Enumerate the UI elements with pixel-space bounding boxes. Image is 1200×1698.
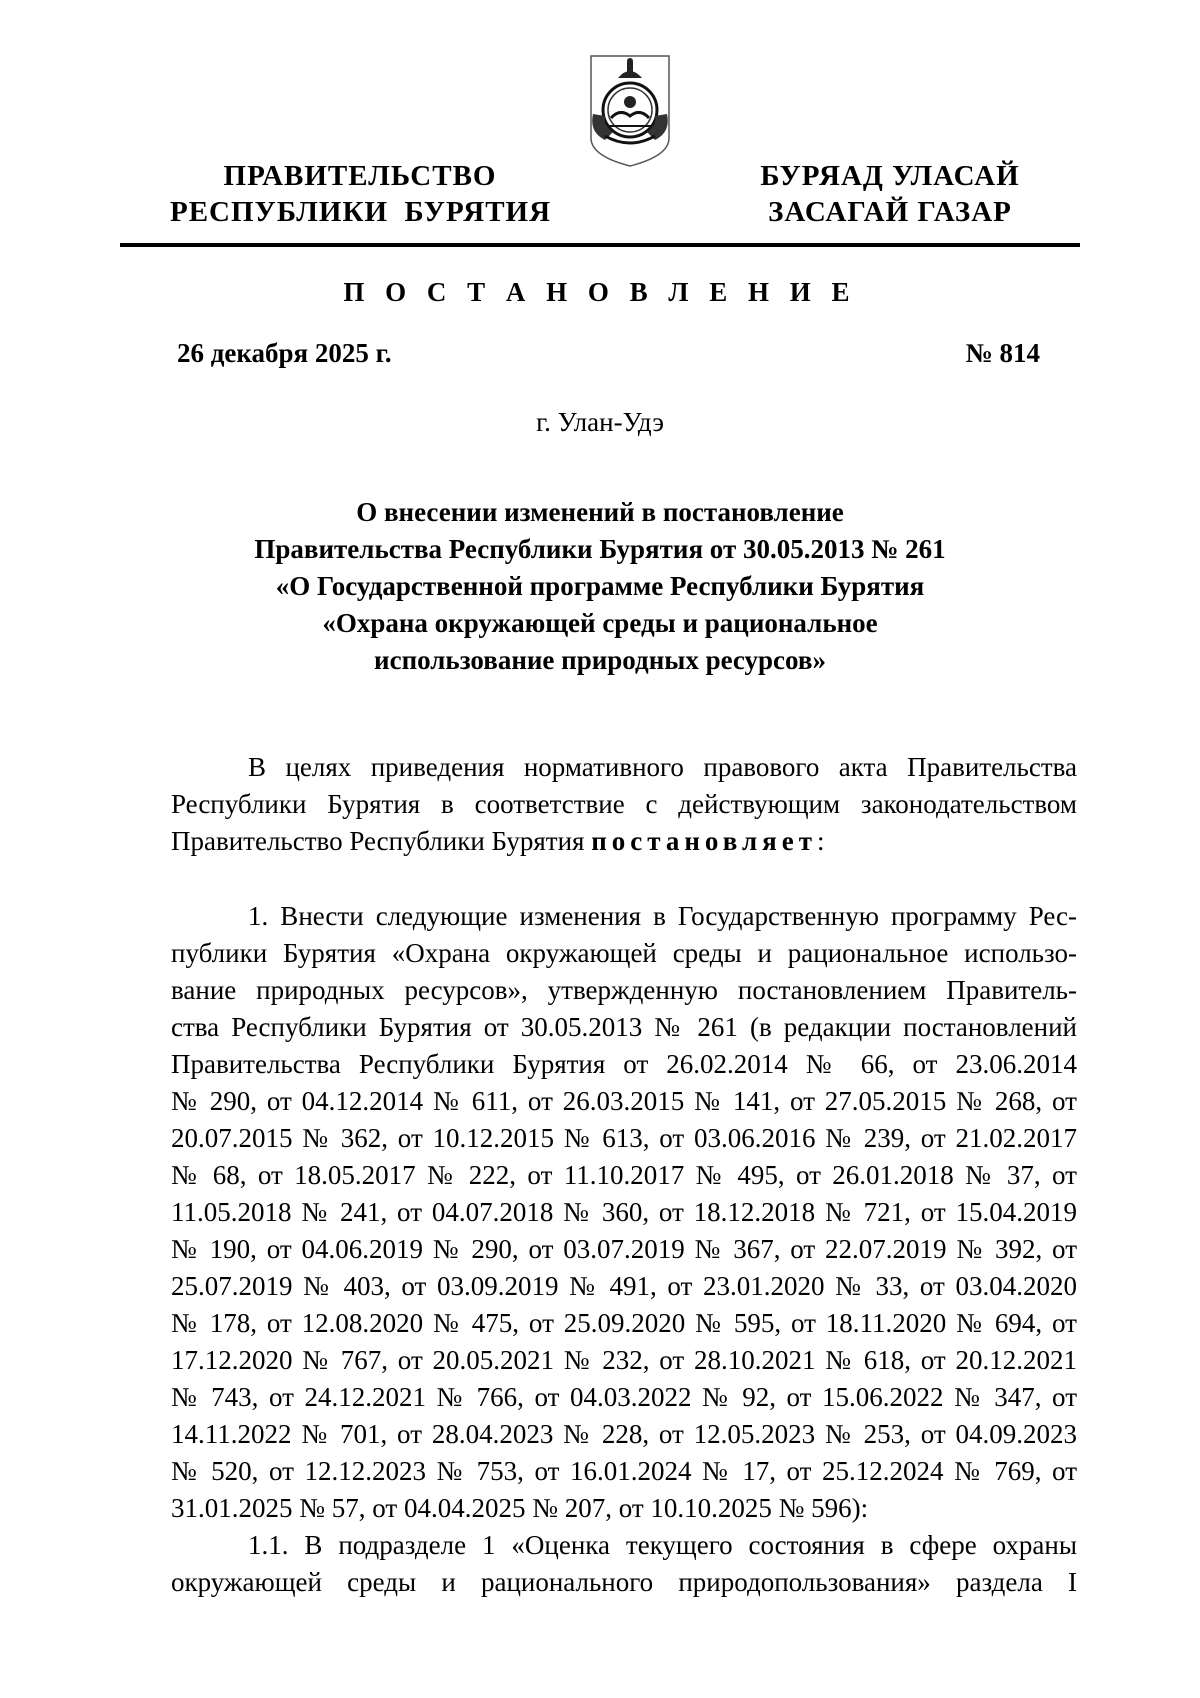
document-title bbox=[180, 494, 1020, 679]
paragraph-line: № 68, от 18.05.2017 № 222, от 11.10.2017 № 495, от 26.01.2018 № 37, от bbox=[171, 1160, 1077, 1190]
preamble-text: Правительство Республики Бурятия bbox=[171, 826, 592, 856]
paragraph-line: № 178, от 12.08.2020 № 475, от 25.09.2020 № 595, от 18.11.2020 № 694, от bbox=[171, 1308, 1077, 1338]
header-divider bbox=[120, 243, 1080, 247]
paragraph-line: № 520, от 12.12.2023 № 753, от 16.01.2024 № 17, от 25.12.2024 № 769, от bbox=[171, 1456, 1077, 1486]
preamble-line bbox=[171, 823, 1077, 860]
paragraph-line: 20.07.2015 № 362, от 10.12.2015 № 613, от 03.06.2016 № 239, от 21.02.2017 bbox=[171, 1123, 1077, 1153]
paragraph-line: 17.12.2020 № 767, от 20.05.2021 № 232, от 28.10.2021 № 618, от 20.12.2021 bbox=[171, 1345, 1077, 1375]
document-city: г. Улан-Удэ bbox=[536, 407, 664, 437]
paragraph-line: № 290, от 04.12.2014 № 611, от 26.03.2015 № 141, от 27.05.2015 № 268, от bbox=[171, 1086, 1077, 1116]
paragraph-line: публики Бурятия «Охрана окружающей среды и рациональное использо- bbox=[171, 938, 1077, 968]
paragraph-line: 11.05.2018 № 241, от 04.07.2018 № 360, от 18.12.2018 № 721, от 15.04.2019 bbox=[171, 1197, 1077, 1227]
preamble-colon: : bbox=[816, 826, 825, 856]
paragraph-line: Правительства Республики Бурятия от 26.02.2014 № 66, от 23.06.2014 bbox=[171, 1049, 1077, 1079]
government-name-bua-line2: ЗАСАГАЙ ГАЗАР bbox=[768, 196, 1012, 228]
government-name-bua bbox=[740, 158, 1040, 230]
government-name-bua-line1: БУРЯАД УЛАСАЙ bbox=[760, 160, 1020, 192]
preamble-line: Республики Бурятия в соответствие с действующим законодательством bbox=[171, 789, 1077, 819]
title-line: Правительства Республики Бурятия от 30.05.2013 № 261 bbox=[254, 534, 946, 564]
paragraph-line: № 190, от 04.06.2019 № 290, от 03.07.2019 № 367, от 22.07.2019 № 392, от bbox=[171, 1234, 1077, 1264]
title-line: использование природных ресурсов» bbox=[374, 645, 826, 675]
resolves-keyword: постановляет bbox=[591, 826, 817, 856]
paragraph-line: 14.11.2022 № 701, от 28.04.2023 № 228, от 12.05.2023 № 253, от 04.09.2023 bbox=[171, 1419, 1077, 1449]
paragraph-line: № 743, от 24.12.2021 № 766, от 04.03.2022 № 92, от 15.06.2022 № 347, от bbox=[171, 1382, 1077, 1412]
item-1-paragraph bbox=[171, 898, 1077, 1601]
government-name-ru bbox=[170, 158, 550, 230]
preamble-line: В целях приведения нормативного правового акта Правительства bbox=[248, 752, 1077, 782]
paragraph-line: вание природных ресурсов», утвержденную постановлением Правитель- bbox=[171, 975, 1077, 1005]
subitem-1-1-line: 1.1. В подразделе 1 «Оценка текущего состояния в сфере охраны bbox=[248, 1530, 1077, 1560]
subitem-1-1-line: окружающей среды и рационального природопользования» раздела I bbox=[171, 1567, 1077, 1597]
document-type: П О С Т А Н О В Л Е Н И Е bbox=[343, 277, 857, 307]
preamble-paragraph bbox=[171, 749, 1077, 860]
paragraph-line: ства Республики Бурятия от 30.05.2013 № 261 (в редакции постановлений bbox=[171, 1012, 1077, 1042]
paragraph-line: 1. Внести следующие изменения в Государственную программу Рес- bbox=[248, 901, 1077, 931]
title-line: «Охрана окружающей среды и рациональное bbox=[322, 608, 878, 638]
document-number: № 814 bbox=[965, 338, 1040, 368]
paragraph-line: 25.07.2019 № 403, от 03.09.2019 № 491, от 23.01.2020 № 33, от 03.04.2020 bbox=[171, 1271, 1077, 1301]
government-name-ru-line1: ПРАВИТЕЛЬСТВО bbox=[223, 160, 497, 192]
coat-of-arms-icon bbox=[585, 52, 675, 170]
document-date: 26 декабря 2025 г. bbox=[177, 338, 392, 368]
title-line: «О Государственной программе Республики Бурятия bbox=[275, 571, 925, 601]
title-line: О внесении изменений в постановление bbox=[356, 497, 844, 527]
paragraph-line: 31.01.2025 № 57, от 04.04.2025 № 207, от 10.10.2025 № 596): bbox=[171, 1493, 869, 1523]
government-name-ru-line2: РЕСПУБЛИКИ БУРЯТИЯ bbox=[170, 196, 552, 228]
